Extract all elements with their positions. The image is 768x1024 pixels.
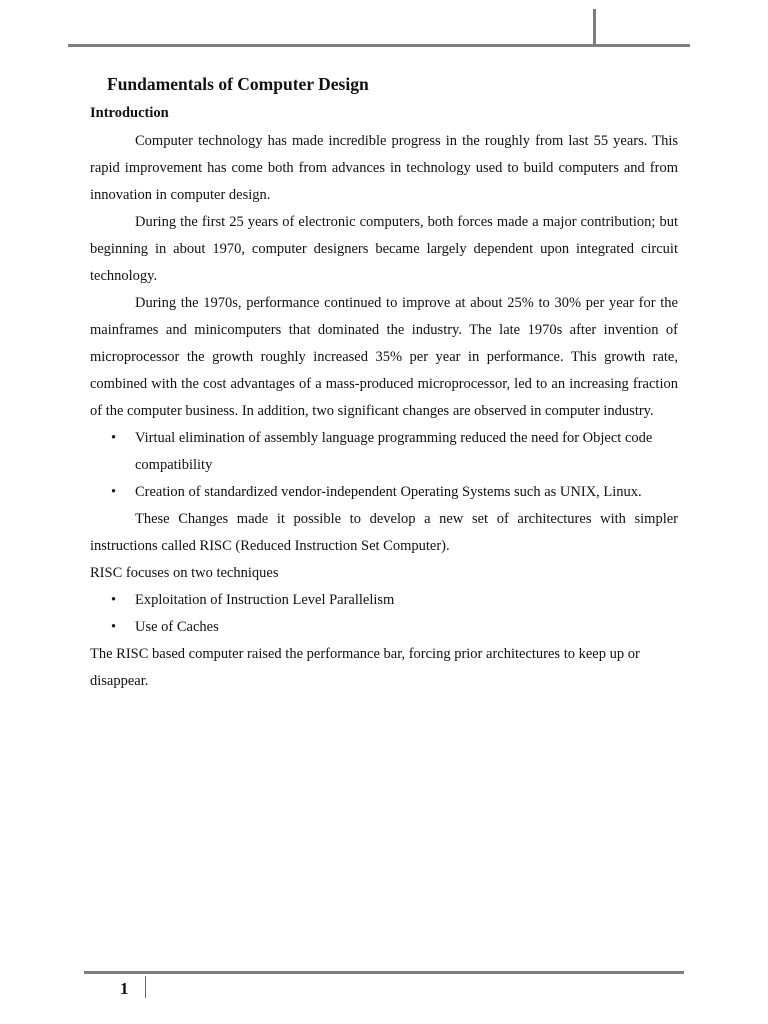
section-heading-introduction: Introduction: [90, 105, 169, 121]
paragraph-5: RISC focuses on two techniques: [90, 565, 279, 581]
risc-techniques-bullet-list: [90, 587, 678, 641]
paragraph-2: During the first 25 years of electronic computers, both forces made a major contribution; but beginning in about 1970, computer designers became largely dependent upon integrated circuit technology.: [90, 214, 678, 284]
page-number: 1: [120, 979, 129, 998]
list-item: [90, 479, 678, 506]
bullet-icon: •: [111, 592, 117, 608]
header-tick: [593, 9, 596, 46]
footer-rule: [84, 971, 684, 974]
document-title: Fundamentals of Computer Design: [107, 74, 369, 94]
bullet-icon: •: [111, 484, 117, 500]
paragraph-3: During the 1970s, performance continued to improve at about 25% to 30% per year for the mainframes and minicomputers that dominated the industry. The late 1970s after invention of microprocessor the growth roughly increased 35% per year in performance. This growth rate, combined with the cost advantages of a mass-produced microprocessor, led to an increasing fraction of the computer business. In addition, two significant changes are observed in computer industry.: [90, 295, 678, 419]
paragraph-1: Computer technology has made incredible progress in the roughly from last 55 years. This rapid improvement has come both from advances in technology used to build computers and from innovation in computer design.: [90, 133, 678, 203]
bullet-icon: •: [111, 619, 117, 635]
header-rule: [68, 44, 690, 47]
page-content: [90, 70, 678, 695]
list-item-text: Virtual elimination of assembly language programming reduced the need for Object code compatibility: [135, 430, 653, 473]
footer-tick: [145, 976, 146, 998]
list-item-text: Exploitation of Instruction Level Parallelism: [135, 592, 395, 608]
changes-bullet-list: [90, 425, 678, 506]
list-item-text: Use of Caches: [135, 619, 219, 635]
paragraph-6: The RISC based computer raised the performance bar, forcing prior architectures to keep up or disappear.: [90, 646, 640, 689]
list-item: [90, 614, 678, 641]
list-item: [90, 425, 678, 479]
list-item-text: Creation of standardized vendor-independent Operating Systems such as UNIX, Linux.: [135, 484, 642, 500]
bullet-icon: •: [111, 430, 117, 446]
paragraph-4: These Changes made it possible to develop a new set of architectures with simpler instructions called RISC (Reduced Instruction Set Computer).: [90, 511, 678, 554]
list-item: [90, 587, 678, 614]
